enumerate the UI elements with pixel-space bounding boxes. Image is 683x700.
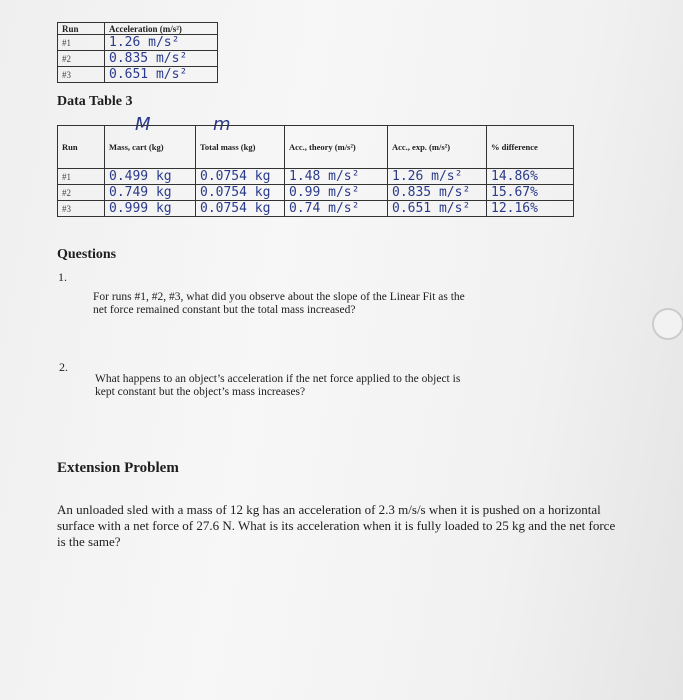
table-row bbox=[58, 185, 574, 201]
percent-diff-cell: 12.16% bbox=[487, 201, 574, 217]
acc-exp-cell: 0.835 m/s² bbox=[388, 185, 487, 201]
table-row bbox=[58, 67, 218, 83]
mass-cell: 0.749 kg bbox=[105, 185, 196, 201]
acc-theory-cell: 0.74 m/s² bbox=[285, 201, 388, 217]
percent-diff-cell: 14.86% bbox=[487, 169, 574, 185]
header-run: Run bbox=[58, 126, 105, 169]
handwritten-m-annotation: M bbox=[135, 114, 151, 135]
question-1-line-2: net force remained constant but the total mass increased? bbox=[93, 304, 356, 316]
question-2-line-1: What happens to an object’s acceleration if the net force applied to the object is bbox=[95, 373, 461, 385]
total-mass-cell: 0.0754 kg bbox=[196, 169, 285, 185]
question-1-text bbox=[93, 291, 653, 317]
acc-theory-cell: 0.99 m/s² bbox=[285, 185, 388, 201]
percent-diff-cell: 15.67% bbox=[487, 185, 574, 201]
run-cell: #1 bbox=[58, 169, 105, 185]
run-cell: #3 bbox=[58, 201, 105, 217]
header-percent-difference: % difference bbox=[487, 126, 574, 169]
question-2-text bbox=[95, 373, 655, 399]
table-row bbox=[58, 201, 574, 217]
header-acc-theory: Acc., theory (m/s²) bbox=[285, 126, 388, 169]
total-mass-cell: 0.0754 kg bbox=[196, 201, 285, 217]
acc-exp-cell: 1.26 m/s² bbox=[388, 169, 487, 185]
handwritten-m-annotation-2: m bbox=[213, 114, 231, 135]
table-row bbox=[58, 169, 574, 185]
header-acc-exp: Acc., exp. (m/s²) bbox=[388, 126, 487, 169]
punch-hole-circle bbox=[652, 308, 683, 340]
header-mass-cart: Mass, cart (kg) bbox=[105, 126, 196, 169]
acc-theory-cell: 1.48 m/s² bbox=[285, 169, 388, 185]
run-cell: #2 bbox=[58, 185, 105, 201]
table-row bbox=[58, 35, 218, 51]
table-row bbox=[58, 51, 218, 67]
mass-cell: 0.499 kg bbox=[105, 169, 196, 185]
run-cell: #2 bbox=[58, 51, 105, 67]
questions-heading: Questions bbox=[57, 247, 117, 262]
acceleration-cell: 1.26 m/s² bbox=[105, 35, 218, 51]
question-1-line-1: For runs #1, #2, #3, what did you observe about the slope of the Linear Fit as the bbox=[93, 291, 465, 303]
header-total-mass: Total mass (kg) bbox=[196, 126, 285, 169]
acceleration-cell: 0.651 m/s² bbox=[105, 67, 218, 83]
data-table-3-title: Data Table 3 bbox=[57, 94, 133, 109]
acceleration-cell: 0.835 m/s² bbox=[105, 51, 218, 67]
data-table-3 bbox=[57, 125, 574, 217]
run-cell: #3 bbox=[58, 67, 105, 83]
question-1-number: 1. bbox=[58, 270, 67, 284]
question-2-number: 2. bbox=[59, 360, 68, 374]
header-run: Run bbox=[58, 23, 105, 35]
mass-cell: 0.999 kg bbox=[105, 201, 196, 217]
total-mass-cell: 0.0754 kg bbox=[196, 185, 285, 201]
extension-problem-heading: Extension Problem bbox=[57, 460, 179, 476]
header-acceleration: Acceleration (m/s²) bbox=[105, 23, 218, 35]
acceleration-table bbox=[57, 22, 218, 83]
run-cell: #1 bbox=[58, 35, 105, 51]
acc-exp-cell: 0.651 m/s² bbox=[388, 201, 487, 217]
question-2-line-2: kept constant but the object’s mass increases? bbox=[95, 386, 306, 398]
extension-problem-text: An unloaded sled with a mass of 12 kg has an acceleration of 2.3 m/s/s when it is pushed on a horizontal surface with a net force of 27.6 N. What is its acceleration when it is fully loaded to 25 kg and the net force is the same? bbox=[57, 502, 616, 549]
